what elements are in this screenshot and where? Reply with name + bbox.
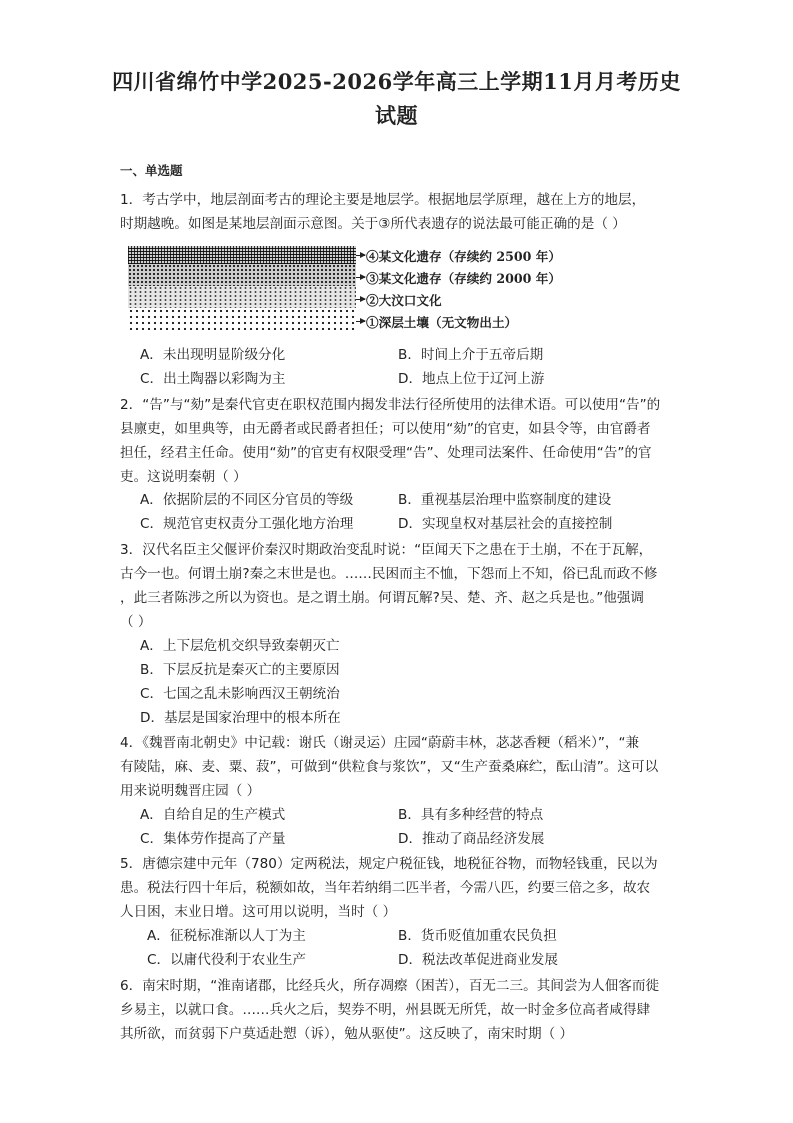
section-heading: 一、单选题 xyxy=(120,163,183,178)
q1-option-c: C．出土陶器以彩陶为主 xyxy=(140,371,286,387)
leader-line xyxy=(356,321,365,322)
q5-stem-line: 5．唐德宗建中元年（780）定两税法，规定户税征钱，地税征谷物，而物轻钱重，民以为 xyxy=(120,856,658,872)
q3-stem-line: 古今一也。何谓土崩?秦之末世是也。……民困而主不恤，下怨而上不知，俗已乱而政不修 xyxy=(120,566,658,582)
q2-stem-line: 吏。这说明秦朝（ ） xyxy=(120,469,247,485)
q6-stem-line: 乡易主，以就口食。……兵火之后，契券不明，州县既无所凭，故一时金多位高者咸得肆 xyxy=(120,1002,651,1018)
figure-label-1: ①深层土壤（无文物出土） xyxy=(366,315,518,330)
exam-title-line2: 试题 xyxy=(375,103,418,128)
q4-option-a: A．自给自足的生产模式 xyxy=(140,807,286,823)
q3-stem-line: （ ） xyxy=(120,614,152,630)
q1-stem-line: 1．考古学中，地层剖面考古的理论主要是地层学。根据地层学原理，越在上方的地层， xyxy=(120,192,646,208)
q5-stem-line: 患。税法行四十年后，税额如故，当年若纳绢二匹半者，今需八匹，约要三倍之多，故农 xyxy=(120,880,651,896)
q2-option-d: D．实现皇权对基层社会的直接控制 xyxy=(398,516,613,532)
q2-option-c: C．规范官吏权责分工强化地方治理 xyxy=(140,516,354,532)
q3-option-d: D．基层是国家治理中的根本所在 xyxy=(140,710,341,726)
q3-option-a: A．上下层危机交织导致秦朝灭亡 xyxy=(140,638,340,654)
q4-option-b: B．具有多种经营的特点 xyxy=(398,807,544,823)
layer-4 xyxy=(128,246,356,264)
q1-option-b: B．时间上介于五帝后期 xyxy=(398,347,544,363)
leader-line xyxy=(356,255,365,256)
q2-stem-line: 县廪吏，如里典等，由无爵者或民爵者担任；可以使用“劾”的官吏，如县令等，由官爵者 xyxy=(120,421,651,437)
q1-stem-line: 时期越晚。如图是某地层剖面示意图。关于③所代表遗存的说法最可能正确的是（ ） xyxy=(120,216,626,232)
figure-label-3: ③某文化遗存（存续约 2000 年） xyxy=(366,271,561,286)
q4-option-c: C．集体劳作提高了产量 xyxy=(140,831,286,847)
q6-stem-line: 其所欲，而贫弱下户莫适赴愬（诉），勉从驱使”。这反映了，南宋时期（ ） xyxy=(120,1026,574,1042)
q2-stem-line: 2．“告”与“劾”是秦代官吏在职权范围内揭发非法行径所使用的法律术语。可以使用“告”的 xyxy=(120,397,661,413)
q5-option-d: D．税法改革促进商业发展 xyxy=(398,952,558,968)
q4-stem-line: 用来说明魏晋庄园（ ） xyxy=(120,783,261,799)
q2-stem-line: 担任，经君主任命。使用“劾”的官吏有权限受理“告”、处理司法案件、任命使用“告”的官 xyxy=(120,445,652,461)
layer-3 xyxy=(128,264,356,286)
q4-stem-line: 有陵陆，麻、麦、粟、菽”，可做到“供粒食与浆饮”，又“生产蚕桑麻纻，酝山清”。这可以 xyxy=(120,759,659,775)
leader-line xyxy=(356,299,365,300)
layer-2 xyxy=(128,286,356,308)
q2-option-b: B．重视基层治理中监察制度的建设 xyxy=(398,492,612,508)
q2-option-a: A．依据阶层的不同区分官员的等级 xyxy=(140,492,354,508)
q6-stem-line: 6．南宋时期，“淮南诸郡，比经兵火，所存凋瘵（困苦），百无二三。其间尝为人佃客而徙 xyxy=(120,978,660,994)
q4-stem-line: 4．《魏晋南北朝史》中记载：谢氏（谢灵运）庄园“蔚蔚丰林，苾苾香粳（稻米）”，“兼 xyxy=(120,735,640,751)
q5-option-b: B．货币贬值加重农民负担 xyxy=(398,928,557,944)
q5-stem-line: 人日困，末业日增。这可用以说明，当时（ ） xyxy=(120,904,397,920)
leader-line xyxy=(356,277,365,278)
q5-option-c: C．以庸代役利于农业生产 xyxy=(147,952,307,968)
q5-option-a: A．征税标准渐以人丁为主 xyxy=(147,928,306,944)
stratigraphy-diagram xyxy=(128,246,356,332)
q1-option-a: A．未出现明显阶级分化 xyxy=(140,347,286,363)
figure-label-4: ④某文化遗存（存续约 2500 年） xyxy=(366,249,561,264)
q4-option-d: D．推动了商品经济发展 xyxy=(398,831,545,847)
figure-label-2: ②大汶口文化 xyxy=(366,293,442,308)
exam-title-line1: 四川省绵竹中学2025-2026学年高三上学期11月月考历史 xyxy=(112,69,681,94)
layer-1 xyxy=(128,308,356,330)
q3-option-b: B．下层反抗是秦灭亡的主要原因 xyxy=(140,662,340,678)
q3-stem-line: 3．汉代名臣主父偃评价秦汉时期政治变乱时说：“臣闻天下之患在于土崩，不在于瓦解， xyxy=(120,542,653,558)
q3-option-c: C．七国之乱未影响西汉王朝统治 xyxy=(140,686,340,702)
q3-stem-line: ，此三者陈涉之所以为资也。是之谓土崩。何谓瓦解?吴、楚、齐、赵之兵是也。”他强调 xyxy=(120,590,645,606)
q1-option-d: D．地点上位于辽河上游 xyxy=(398,371,545,387)
